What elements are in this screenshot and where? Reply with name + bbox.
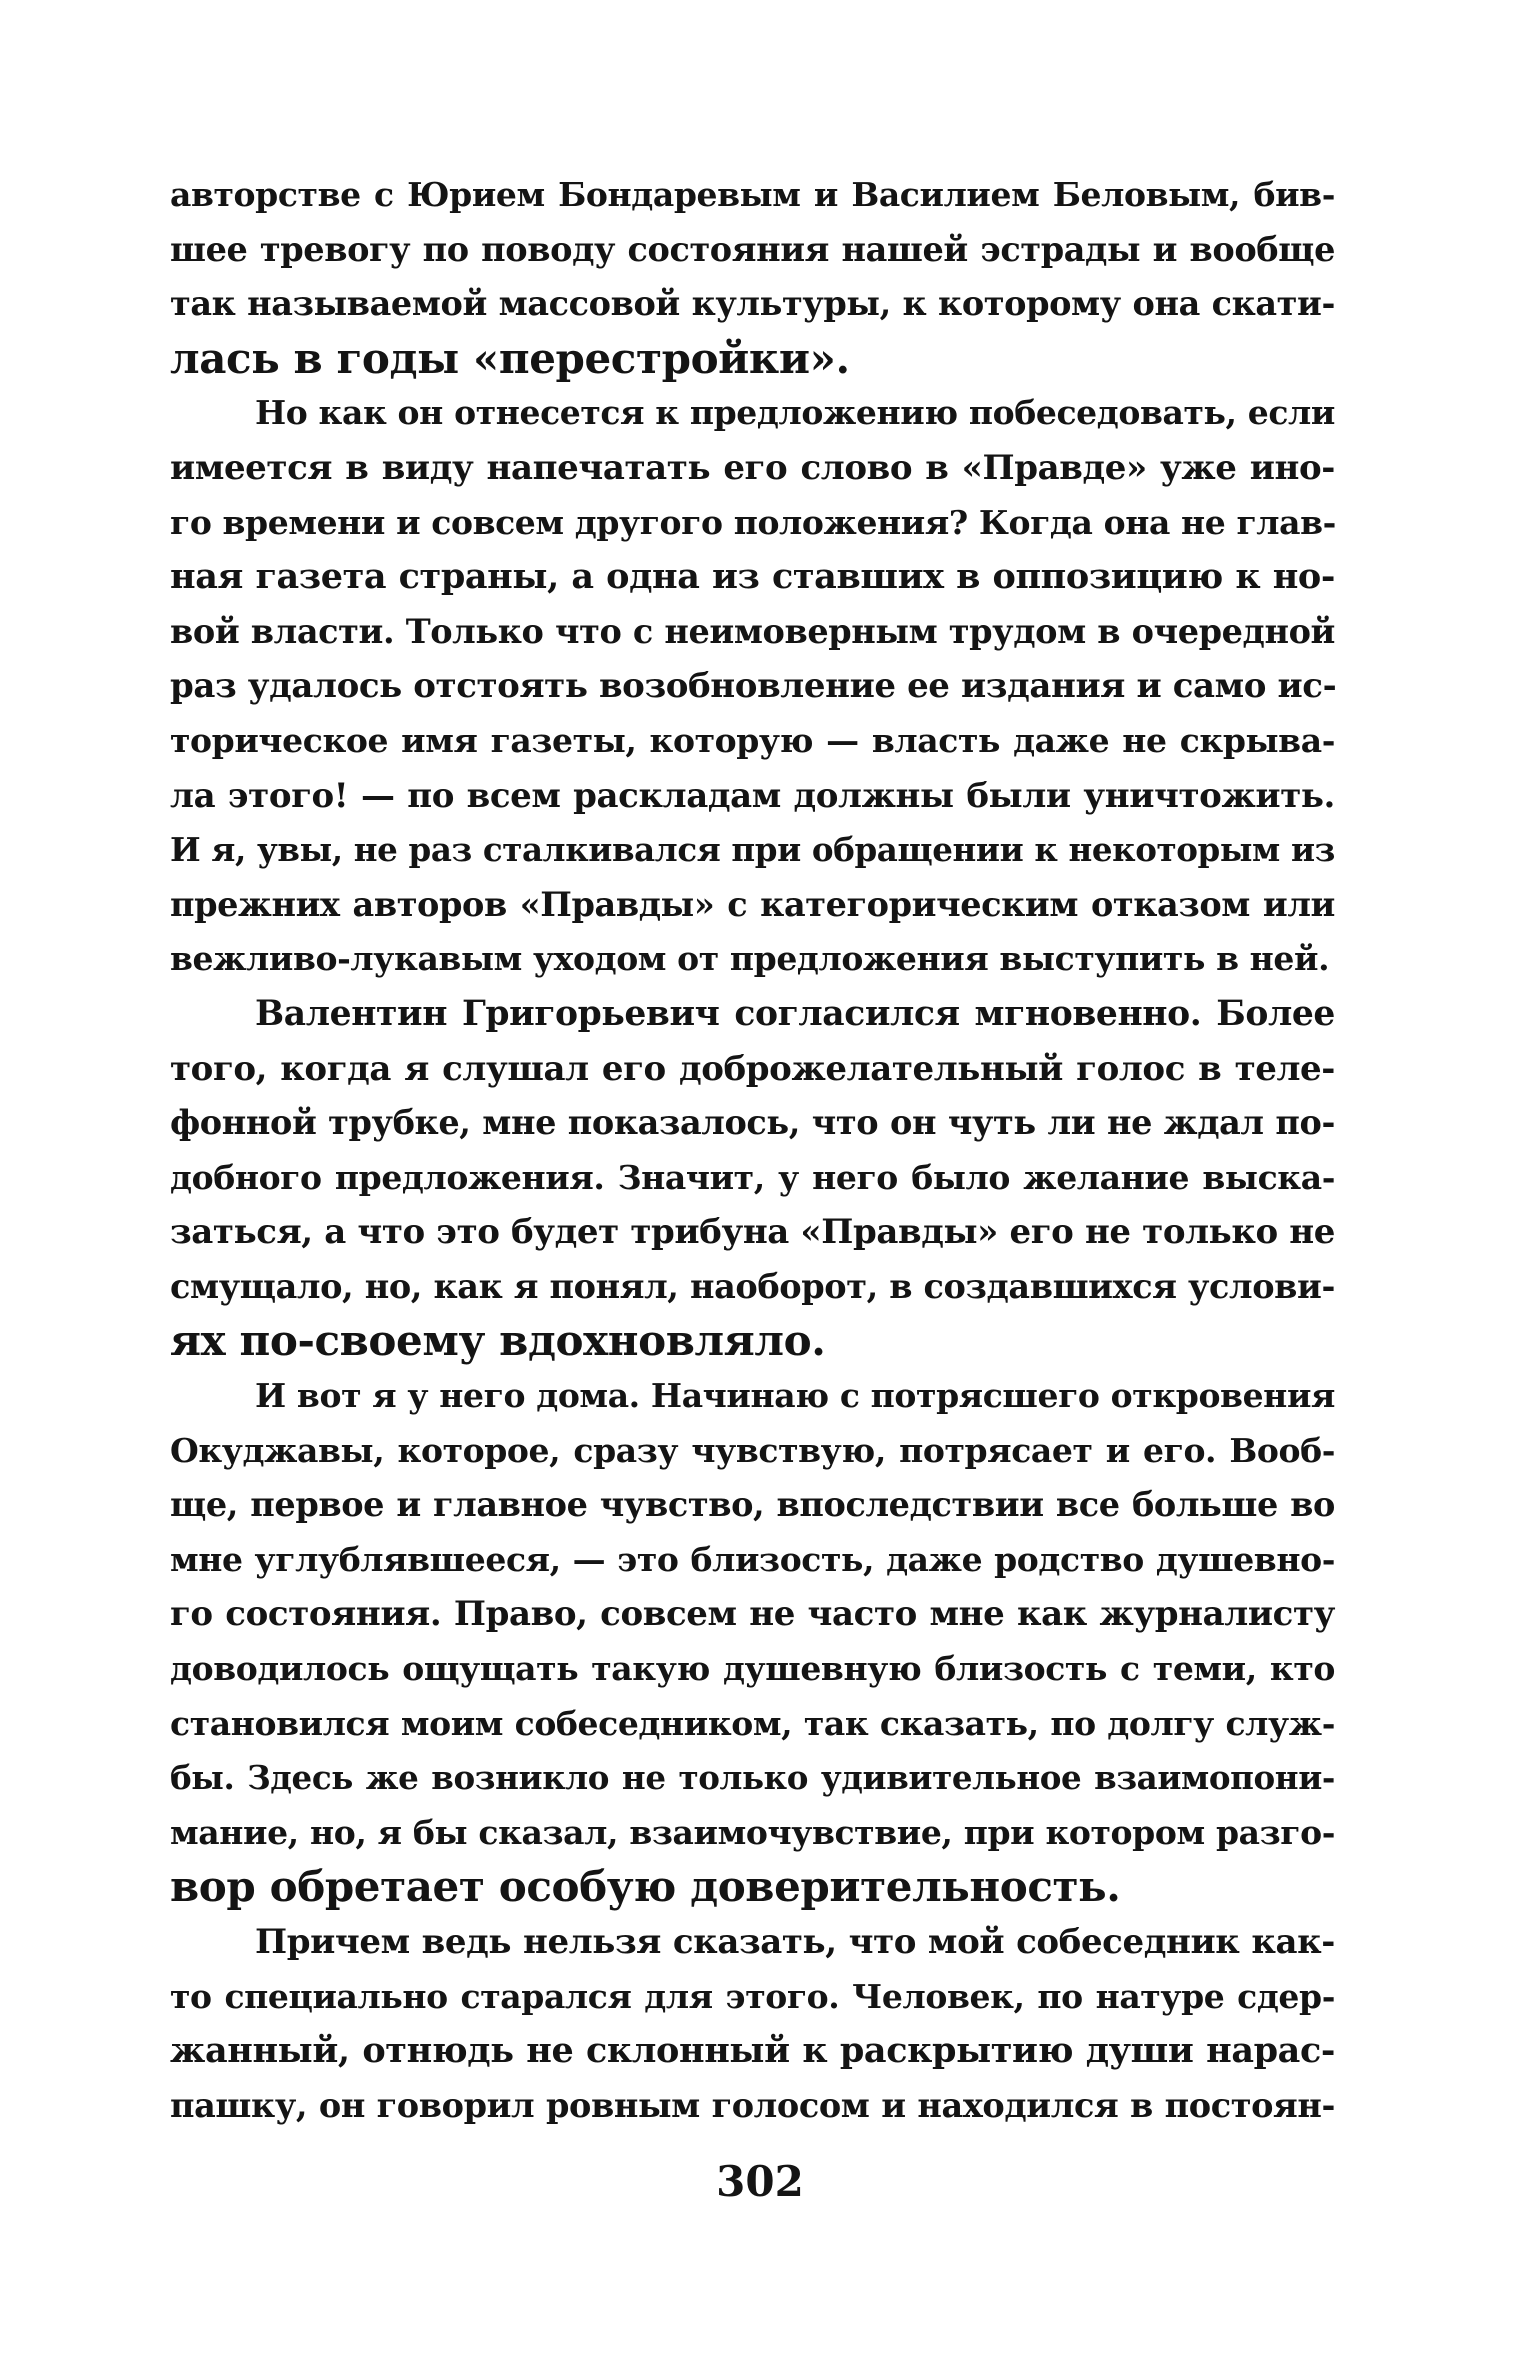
text-line: мание, но, я бы сказал, взаимочувствие, при котором разго- — [170, 1812, 1335, 1852]
text-line: ная газета страны, а одна из ставших в оппозицию к но- — [170, 556, 1335, 598]
text-line: вор обретает особую доверительность. — [170, 1862, 1121, 1912]
text-line: добного предложения. Значит, у него было желание выска- — [170, 1157, 1335, 1197]
body-text — [170, 168, 1335, 2133]
text-line: И вот я у него дома. Начинаю с потрясшего откровения — [255, 1376, 1335, 1416]
text-line: Валентин Григорьевич согласился мгновенно. Более — [255, 993, 1335, 1034]
text-line: так называемой массовой культуры, к которому она скати- — [170, 284, 1335, 324]
text-line: Окуджавы, которое, сразу чувствую, потрясает и его. Вооб- — [170, 1430, 1335, 1470]
text-line: лась в годы «перестройки». — [170, 333, 850, 383]
text-line: вой власти. Только что с неимоверным трудом в очередной — [170, 611, 1335, 651]
text-line: бы. Здесь же возникло не только удивительное взаимопони- — [170, 1758, 1335, 1798]
text-line: Но как он отнесется к предложению побеседовать, если — [255, 393, 1335, 433]
text-line: ще, первое и главное чувство, впоследствии все больше во — [170, 1485, 1335, 1525]
text-line: вежливо-лукавым уходом от предложения выступить в ней. — [170, 939, 1330, 979]
text-line: пашку, он говорил ровным голосом и находился в постоян- — [170, 2085, 1335, 2125]
text-line: го времени и совсем другого положения? Когда она не глав- — [170, 502, 1336, 542]
text-line: то специально старался для этого. Человек, по натуре сдер- — [170, 1976, 1335, 2016]
text-line: го состояния. Право, совсем не часто мне как журналисту — [170, 1594, 1335, 1635]
text-line: фонной трубке, мне показалось, что он чуть ли не ждал по- — [170, 1103, 1335, 1143]
text-line: мне углублявшееся, — это близость, даже родство душевно- — [170, 1539, 1335, 1579]
text-line: заться, а что это будет трибуна «Правды» его не только не — [170, 1212, 1335, 1253]
text-line: доводилось ощущать такую душевную близость с теми, кто — [170, 1649, 1335, 1689]
text-line: ях по-своему вдохновляло. — [170, 1316, 826, 1366]
text-line: становился моим собеседником, так сказать, по долгу служ- — [170, 1703, 1335, 1743]
text-line: раз удалось отстоять возобновление ее издания и само ис- — [170, 666, 1337, 707]
text-line: И я, увы, не раз сталкивался при обращении к некоторым из — [170, 830, 1335, 870]
text-line: авторстве с Юрием Бондаревым и Василием Беловым, бив- — [170, 175, 1335, 214]
text-line: смущало, но, как я понял, наоборот, в создавшихся услови- — [170, 1266, 1335, 1306]
text-line: прежних авторов «Правды» с категорическим отказом или — [170, 884, 1335, 924]
page-number: 302 — [716, 2157, 804, 2206]
text-line: жанный, отнюдь не склонный к раскрытию души нарас- — [170, 2030, 1335, 2072]
text-line: Причем ведь нельзя сказать, что мой собеседник как- — [255, 1922, 1335, 1962]
text-line: ла этого! — по всем раскладам должны были уничтожить. — [170, 775, 1335, 816]
text-line: торическое имя газеты, которую — власть даже не скрыва- — [170, 720, 1335, 760]
text-line: шее тревогу по поводу состояния нашей эстрады и вообще — [170, 229, 1335, 269]
text-line: имеется в виду напечатать его слово в «Правде» уже ино- — [170, 447, 1335, 488]
text-line: того, когда я слушал его доброжелательный голос в теле- — [170, 1048, 1335, 1089]
